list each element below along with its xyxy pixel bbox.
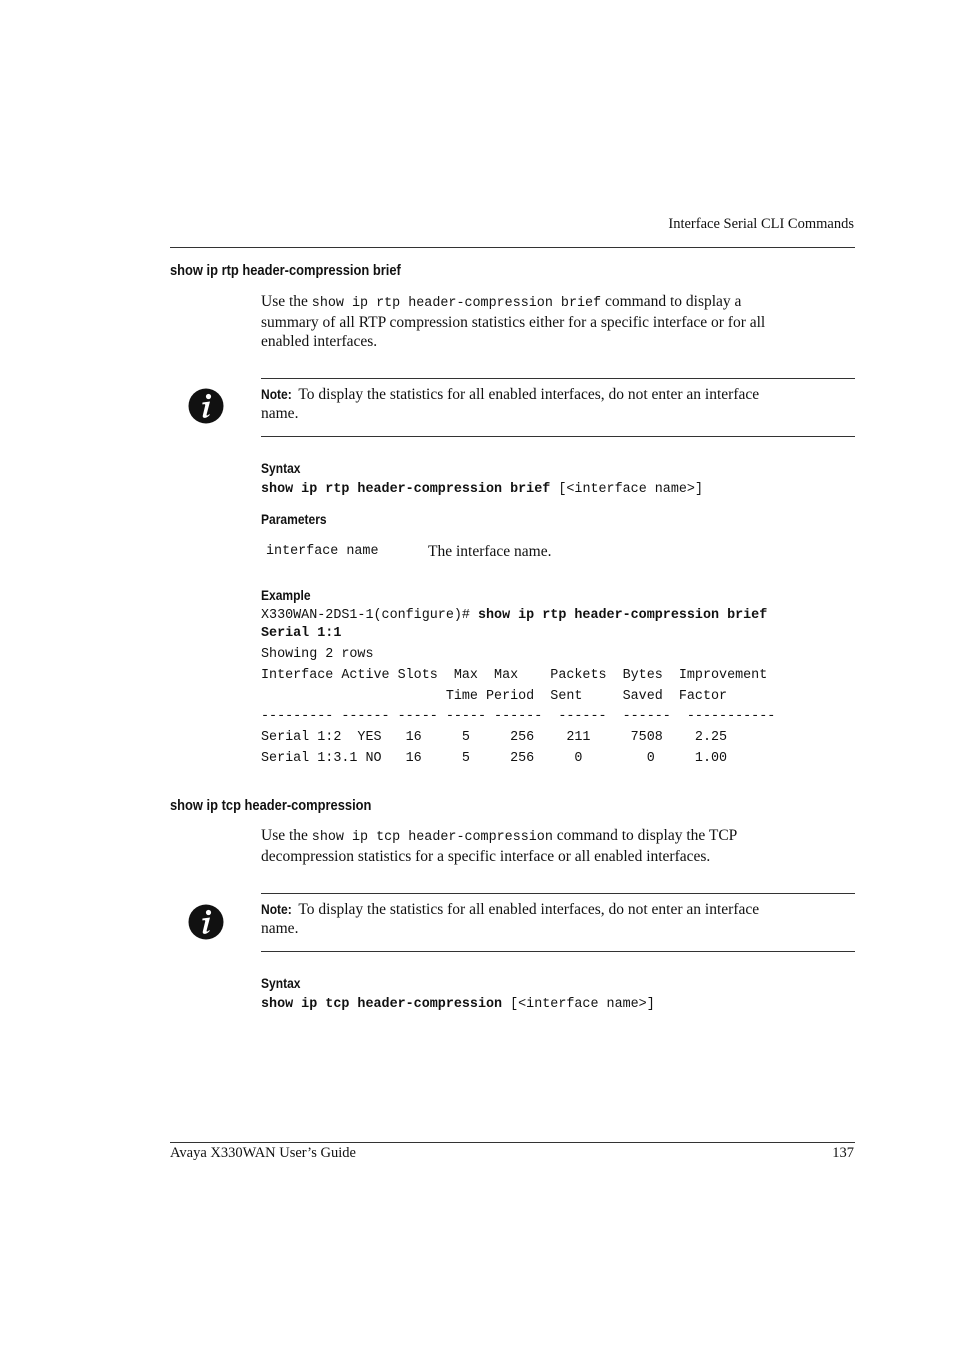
example-output-line: --------- ------ ----- ----- ------ ------ ------ ----------- — [261, 709, 776, 724]
syntax-args: [<interface name>] — [502, 997, 655, 1012]
intro-paragraph-rtp — [261, 292, 861, 351]
footer-guide-title: Avaya X330WAN User’s Guide — [170, 1145, 356, 1161]
note-bottom-rule — [261, 436, 855, 437]
note-label: Note: — [261, 901, 292, 917]
example-prompt: X330WAN-2DS1-1(configure)# — [261, 608, 478, 623]
parameter-name: interface name — [266, 544, 379, 559]
note-text-line1: To display the statistics for all enabled interfaces, do not enter an interface — [298, 386, 760, 403]
intro-pre: Use the — [261, 293, 312, 310]
example-output-line: Showing 2 rows — [261, 647, 374, 662]
intro-post: command to display a — [601, 293, 742, 310]
syntax-heading-tcp: Syntax — [261, 975, 301, 991]
note-text-line1: To display the statistics for all enabled interfaces, do not enter an interface — [298, 901, 760, 918]
note-text-line2: name. — [261, 405, 299, 422]
example-command: show ip rtp header-compression brief — [477, 608, 768, 623]
syntax-line-rtp — [261, 482, 703, 498]
syntax-args: [<interface name>] — [550, 482, 703, 497]
syntax-line-tcp — [261, 997, 655, 1013]
page-number: 137 — [832, 1145, 854, 1161]
syntax-command: show ip rtp header-compression brief — [261, 482, 551, 497]
example-arg: Serial 1:1 — [261, 626, 342, 641]
intro-pre: Use the — [261, 827, 312, 844]
note-top-rule — [261, 893, 855, 894]
syntax-heading-rtp: Syntax — [261, 460, 301, 476]
parameters-heading: Parameters — [261, 511, 327, 527]
example-output-line: Serial 1:2 YES 16 5 256 211 7508 2.25 — [261, 730, 728, 745]
note-rtp — [261, 385, 855, 423]
info-icon — [188, 904, 224, 940]
note-label: Note: — [261, 386, 292, 402]
footer-rule — [170, 1142, 855, 1143]
example-output-line: Interface Active Slots Max Max Packets Bytes Improvement — [261, 668, 768, 683]
intro-command: show ip rtp header-compression brief — [311, 296, 602, 311]
syntax-command: show ip tcp header-compression — [261, 997, 503, 1012]
intro-post: command to display the TCP — [552, 827, 738, 844]
section-title-rtp: show ip rtp header-compression brief — [170, 262, 401, 279]
note-tcp — [261, 900, 855, 938]
parameter-description: The interface name. — [428, 543, 552, 560]
intro-command: show ip tcp header-compression — [311, 830, 553, 845]
intro-line2: summary of all RTP compression statistics either for a specific interface or for all — [261, 314, 766, 331]
note-bottom-rule — [261, 951, 855, 952]
running-title: Interface Serial CLI Commands — [668, 216, 854, 232]
example-output-line: Time Period Sent Saved Factor — [261, 689, 728, 704]
note-top-rule — [261, 378, 855, 379]
info-icon — [188, 388, 224, 424]
example-prompt-line — [261, 608, 767, 624]
intro-paragraph-tcp — [261, 826, 861, 866]
section-title-tcp: show ip tcp header-compression — [170, 797, 372, 814]
example-output-line: Serial 1:3.1 NO 16 5 256 0 0 1.00 — [261, 751, 728, 766]
intro-line3: enabled interfaces. — [261, 333, 378, 350]
example-heading: Example — [261, 587, 311, 603]
note-text-line2: name. — [261, 920, 299, 937]
header-rule — [170, 247, 855, 248]
intro-line2: decompression statistics for a specific interface or all enabled interfaces. — [261, 848, 711, 865]
